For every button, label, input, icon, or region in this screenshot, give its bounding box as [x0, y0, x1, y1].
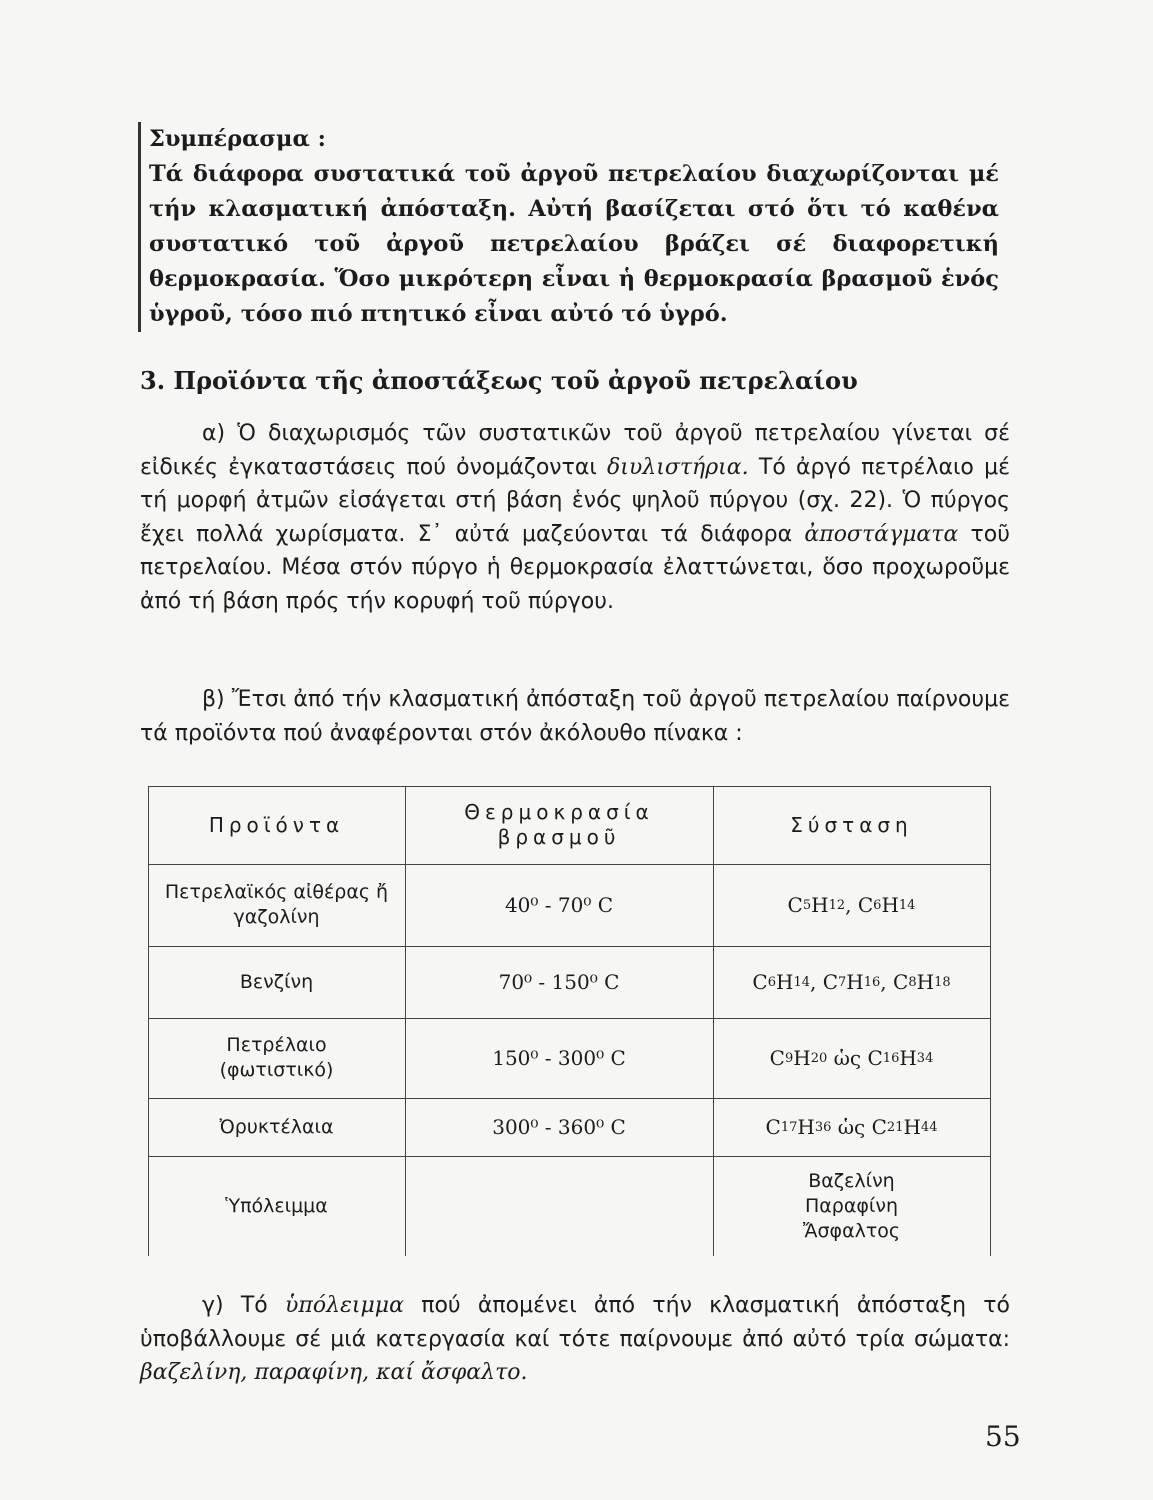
composition-kerosene: C 9 H 20 ὡς C 16 H 34: [769, 1045, 934, 1070]
paragraph-a-text-3: τοῦ πετρελαίου. Μέσα στόν πύργο ἡ θερμοκρασία ἐλαττώνεται, ὅσο προχωροῦμε ἀπό τή βάση πρός τήν κορυφή τοῦ πύργου.: [140, 521, 1010, 614]
paragraph-b-text: β) Ἔτσι ἀπό τήν κλασματική ἀπόσταξη τοῦ ἀργοῦ πετρελαίου παίρνουμε τά προϊόντα πού ἀναφέρονται στόν ἀκόλουθο πίνακα :: [140, 687, 1010, 746]
header-temperature-line1: Θερμοκρασία: [464, 800, 654, 824]
residue-vaseline: Βαζελίνη: [808, 1169, 895, 1192]
product-residue: Ὑπόλειμμα: [225, 1194, 328, 1217]
product-kerosene: [148, 1018, 405, 1098]
term-refineries: διυλιστήρια.: [607, 454, 749, 480]
paragraph-g-text-2: πού ἀπομένει ἀπό τήν κλασματική ἀπόσταξη τό ὑποβάλλουμε σέ μιά κατεργασία καί τότε παίρνουμε ἀπό αὐτό τρία σώματα:: [140, 1293, 1010, 1352]
connector-word: ὡς: [837, 1114, 866, 1139]
conclusion-text: Τά διάφορα συστατικά τοῦ ἀργοῦ πετρελαίου διαχωρίζονται μέ τήν κλασματική ἀπόσταξη. Αὐτή βασίζεται στό ὅτι τό καθένα συστατικό τοῦ ἀργοῦ πετρελαίου βράζει σέ διαφορετική θερμοκρασία. Ὅσο μικρότερη εἶναι ἡ θερμοκρασία βρασμοῦ ἑνός ὑγροῦ, τόσο πιό πτητικό εἶναι αὐτό τό ὑγρό.: [149, 161, 999, 327]
term-distillates: ἀποστάγματα: [804, 521, 959, 547]
composition-ether: C 5 H 12 , C 6 H 14: [787, 892, 916, 917]
page-number: 55: [985, 1420, 1021, 1453]
term-residue: ὑπόλειμμα: [285, 1293, 404, 1318]
composition-mineral-oils: C 17 H 36 ὡς C 21 H 44: [765, 1114, 938, 1139]
term-products: βαζελίνη, παραφίνη, καί ἄσφαλτο.: [140, 1360, 528, 1385]
table-line: [990, 786, 991, 1256]
paragraph-a: [140, 417, 1010, 618]
temperature-gasoline: 70⁰ - 150⁰ C: [498, 969, 620, 994]
products-table: [148, 786, 990, 1256]
product-ether: Πετρελαϊκός αἰθέρας ἤ γαζολίνη: [164, 881, 389, 928]
product-mineral-oils: Ὀρυκτέλαια: [219, 1115, 334, 1138]
temperature-mineral-oils: 300⁰ - 360⁰ C: [492, 1114, 626, 1139]
residue-paraffin: Παραφίνη: [804, 1194, 898, 1217]
paragraph-b: [140, 683, 1010, 750]
connector-word: ὡς: [833, 1045, 862, 1070]
composition-residue: [713, 1156, 990, 1256]
product-kerosene-line1: Πετρέλαιο: [226, 1034, 327, 1056]
paragraph-g: [140, 1289, 1010, 1390]
header-composition: Σύσταση: [790, 812, 913, 837]
paragraph-a-text-1: α) Ὁ διαχωρισμός τῶν συστατικῶν τοῦ ἀργοῦ πετρελαίου γίνεται σέ εἰδικές ἐγκαταστάσεις πού ὀνομάζονται: [140, 421, 1010, 480]
temperature-kerosene: 150⁰ - 300⁰ C: [492, 1045, 626, 1070]
product-gasoline: Βενζίνη: [239, 970, 314, 993]
header-temperature: [405, 786, 713, 864]
paragraph-g-text-1: γ) Τό: [202, 1293, 286, 1318]
temperature-ether: 40⁰ - 70⁰ C: [504, 892, 614, 917]
header-temperature-line2: βρασμοῦ: [497, 825, 621, 849]
residue-asphalt: Ἄσφαλτος: [802, 1219, 901, 1242]
product-kerosene-line2: (φωτιστικό): [219, 1059, 334, 1081]
header-products: Προϊόντα: [208, 812, 345, 837]
section-heading: 3. Προϊόντα τῆς ἀποστάξεως τοῦ ἀργοῦ πετρελαίου: [140, 366, 858, 395]
composition-gasoline: C 6 H 14 , C 7 H 16 , C 8 H 18: [752, 969, 951, 994]
conclusion-title: Συμπέρασμα :: [149, 126, 326, 152]
paragraph-a-text-2: Τό ἀργό πετρέλαιο μέ τή μορφή ἀτμῶν εἰσάγεται στή βάση ἑνός ψηλοῦ πύργου (σχ. 22). Ὁ πύργος ἔχει πολλά χωρίσματα. Σ᾽ αὐτά μαζεύονται τά διάφορα: [140, 454, 1011, 547]
conclusion-box: [138, 122, 999, 332]
